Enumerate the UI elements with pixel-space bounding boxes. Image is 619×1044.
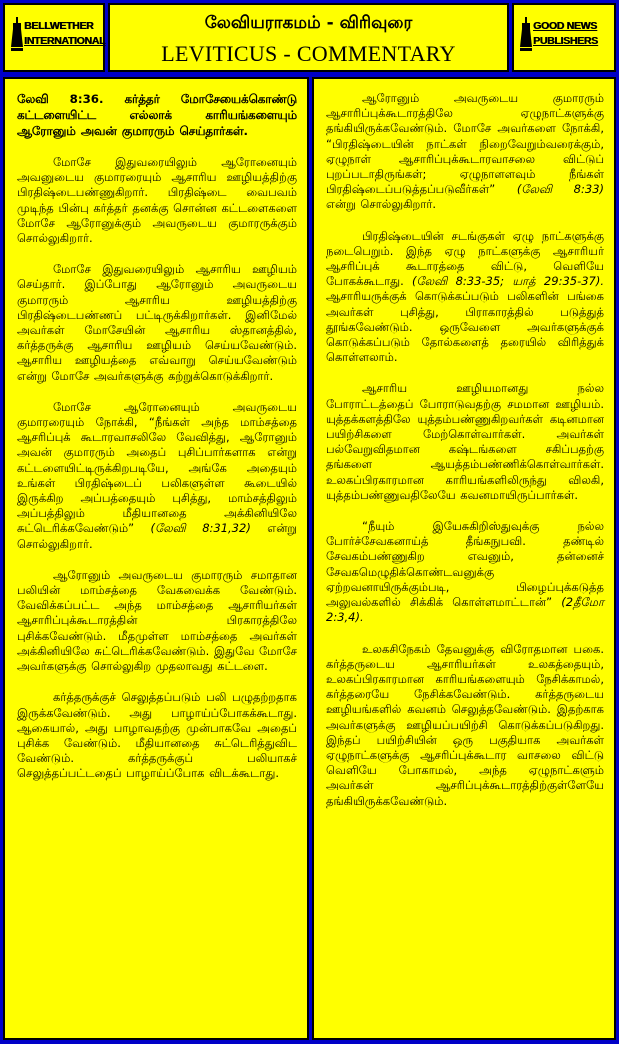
title-english: LEVITICUS - COMMENTARY bbox=[161, 41, 456, 66]
paragraph-tail: என்று சொல்லுகிறார். bbox=[326, 197, 437, 212]
paragraph: ஆரோனும் அவருடைய குமாரரும் சமாதான பலியின் மாம்சத்தை வேகவைக்க வேண்டும். வேவிக்கப்பட்ட அந்த மாம்சத்தை ஆசாரியர்கள் ஆசாரிப்புக்கூடாரத்தின் பிரகாரத்திலே புசிக்கவேண்டும். மீதமுள்ள மாம்சத்தை அவர்கள் அக்கினியிலே சுட்டெரிக்கவேண்டும். இதுவே மோசே அவர்களுக்கு சொல்லுகிற முதலாவது கட்டளை. bbox=[17, 567, 297, 674]
left-logo-line1: BELLWETHER bbox=[24, 20, 94, 32]
right-logo-line2: PUBLISHERS bbox=[533, 35, 598, 47]
paragraph-tail: என்று சொல்லுகிறார். bbox=[17, 521, 298, 551]
quote-text: “நீயும் இயேசுகிறிஸ்துவுக்கு நல்ல போர்ச்சேவகனாய்த் தீங்கநுபவி. தண்டில் சேவகம்பண்ணுகிற எவனும், தன்னைச் சேவகமெழுதிக்கொண்டவனுக்கு ஏற்றவனாயிருக்கும்படி, பிழைப்புக்கடுத்த அலுவல்களில் சிக்கிக் கொள்ளமாட்டான்” bbox=[326, 519, 604, 610]
paragraph bbox=[326, 229, 604, 366]
paragraph: கர்த்தருக்குச் செலுத்தப்படும் பலி பழுதற்றதாக இருக்கவேண்டும். அது பாழாய்ப்போகக்கூடாது. ஆகையால், அது பாழாவதற்கு முன்பாகவே அதைப் புசிக்க வேண்டும். மீதியானதை சுட்டெரித்துவிட வேண்டும். கர்த்தருக்குப் பலியாகச் செலுத்தப்பட்டதைப் பாழாய்ப்போக விடக்கூடாது. bbox=[17, 690, 297, 781]
verse-heading: லேவி 8:36. கர்த்தர் மோசேயைக்கொண்டு கட்டளையிட்ட எல்லாக் காரியங்களையும் ஆரோனும் அவன் குமாரரும் செய்தார்கள். bbox=[17, 92, 297, 138]
paragraph: உலகசிநேகம் தேவனுக்கு விரோதமான பகை. கர்த்தருடைய ஆசாரியர்கள் உலகத்தையும், உலகப்பிரகாரமான காரியங்களையும் நேசிக்காமல், கர்த்தரையே நேசிக்கவேண்டும். கர்த்தருடைய ஊழியங்களில் கவனம் செலுத்தவேண்டும். இதற்காக அவர்களுக்கு ஊழியப்பயிற்சி கொடுக்கப்படுகிறது. இந்தப் பயிற்சியின் ஒரு பகுதியாக அவர்கள் ஏழுநாட்களுக்கு ஆசரிப்புக்கூடார வாசலை விட்டு வெளியே போகாமல், அந்த ஏழுநாட்களும் அவர்கள் ஆசரிப்புக்கூடாரத்திற்குள்ளேயே தங்கியிருக்கவேண்டும். bbox=[326, 641, 604, 808]
paragraph bbox=[326, 91, 604, 213]
right-logo-line1: GOOD NEWS bbox=[533, 20, 597, 32]
paragraph: மோசே இதுவரையிலும் ஆசாரிய ஊழியம் செய்தார். இப்போது ஆரோனும் அவருடைய குமாரரும் ஆசாரிய ஊழியத்திற்கு பிரதிஷ்டைபண்ணப் பட்டிருக்கிறார்கள். இனிமேல் அவர்கள் மோசேயின் ஆசாரிய ஸ்தானத்தில், கர்த்தருக்கு ஆசாரிய ஊழியம் செய்யவேண்டும். ஆசாரிய ஊழியத்தை எவ்வாறு செய்யவேண்டும் என்று மோசே அவர்களுக்கு கற்றுக்கொடுக்கிறார். bbox=[17, 262, 297, 383]
paragraph-text: ஆசாரியருக்குக் கொடுக்கப்படும் பலிகளின் பங்கை அவர்கள் புசித்து, பிராகாரத்தில் படுத்துத் தூங்கவேண்டும். ஒருவேளை அவர்களுக்குக் கொடுக்கப்படும் தோல்களைத் தரையில் விரித்துக் கொள்ளலாம். bbox=[326, 289, 604, 365]
good-news-logo bbox=[512, 3, 616, 72]
paragraph: ஆசாரிய ஊழியமானது நல்ல போராட்டத்தைப் போராடுவதற்கு சமமான ஊழியம். யுத்தக்களத்திலே யுத்தம்பண்ணுகிறவர்கள் கடினமான பயிற்சிகளை மேற்கொள்வார்கள். அவர்கள் பல்வேறுவிதமான கஷ்டங்களை சகிப்பதற்கு தங்களை ஆயத்தம்பண்ணிக்கொள்வார்கள். உலகப்பிரகாரமான காரியங்களிலிருந்து விலகி, யுத்தம்பண்ணுவதிலேயே கவனமாயிருப்பார்கள். bbox=[326, 381, 604, 502]
scripture-reference: (லேவி 8:33-35; யாத் 29:35-37). bbox=[412, 274, 605, 289]
scripture-reference: (2தீமோ 2:3,4). bbox=[326, 595, 604, 625]
bell-icon bbox=[520, 17, 532, 53]
bellwether-logo bbox=[3, 3, 105, 72]
left-logo-line2: INTERNATIONAL bbox=[24, 35, 106, 47]
paragraph bbox=[17, 400, 297, 552]
scripture-reference: (லேவி 8:31,32) bbox=[150, 521, 251, 536]
paragraph bbox=[326, 519, 604, 625]
paragraph-text: பிரதிஷ்டையின் சடங்குகள் ஏழு நாட்களுக்கு நடைபெறும். இந்த ஏழு நாட்களுக்கு ஆசாரியர் ஆசரிப்புக் கூடாரத்தை விட்டு, வெளியே போகக்கூடாது. bbox=[326, 228, 604, 289]
left-column bbox=[3, 77, 309, 1040]
quote-text: மோசே ஆரோனையும் அவருடைய குமாரரையும் நோக்கி, “நீங்கள் அந்த மாம்சத்தை ஆசரிப்புக் கூடாரவாசலிலே வேவித்து, ஆரோனும் அவன் குமாரரும் அதைப் புசிப்பார்களாக என்று கட்டளையிட்டிருக்கிறபடியே, அங்கே அதையும் உங்கள் பிரதிஷ்டைப் பலிகளுள்ள கூடையில் இருக்கிற அப்பத்தையும் புசித்து, மாம்சத்திலும் அப்பத்திலும் மீதியானதை அக்கினியிலே சுட்டெரிக்கவேண்டும்” bbox=[17, 399, 297, 536]
paragraph: மோசே இதுவரையிலும் ஆரோனையும் அவனுடைய குமாரரையும் ஆசாரிய ஊழியத்திற்கு பிரதிஷ்டைபண்ணுகிறார். பிரதிஷ்டை வைபவம் முடிந்த பின்பு கர்த்தர் தனக்கு சொன்ன கட்டளைகளை மோசே ஆரோனுக்கும் அவருடைய குமாரருக்கும் சொல்லுகிறார். bbox=[17, 155, 297, 246]
bell-icon bbox=[11, 17, 23, 53]
right-column bbox=[312, 77, 616, 1040]
title-tamil: லேவியராகமம் - விரிவுரை bbox=[204, 13, 413, 33]
scripture-reference: (லேவி 8:33) bbox=[516, 182, 604, 197]
quote-text: ஆரோனும் அவருடைய குமாரரும் ஆசாரிப்புக்கூடாரத்திலே ஏழுநாட்களுக்கு தங்கியிருக்கவேண்டும். மோசே அவர்களை நோக்கி, “பிரதிஷ்டையின் நாட்கள் நிறைவேறும்வரைக்கும், ஏழுநாள் ஆசாரிப்புக்கூடாரவாசலை விட்டுப் புறப்படாதிருங்கள்; ஏழுநாளளவும் நீங்கள் பிரதிஷ்டைப்படுத்தப்படுவீர்கள்” bbox=[326, 91, 604, 197]
title-box bbox=[108, 3, 509, 72]
